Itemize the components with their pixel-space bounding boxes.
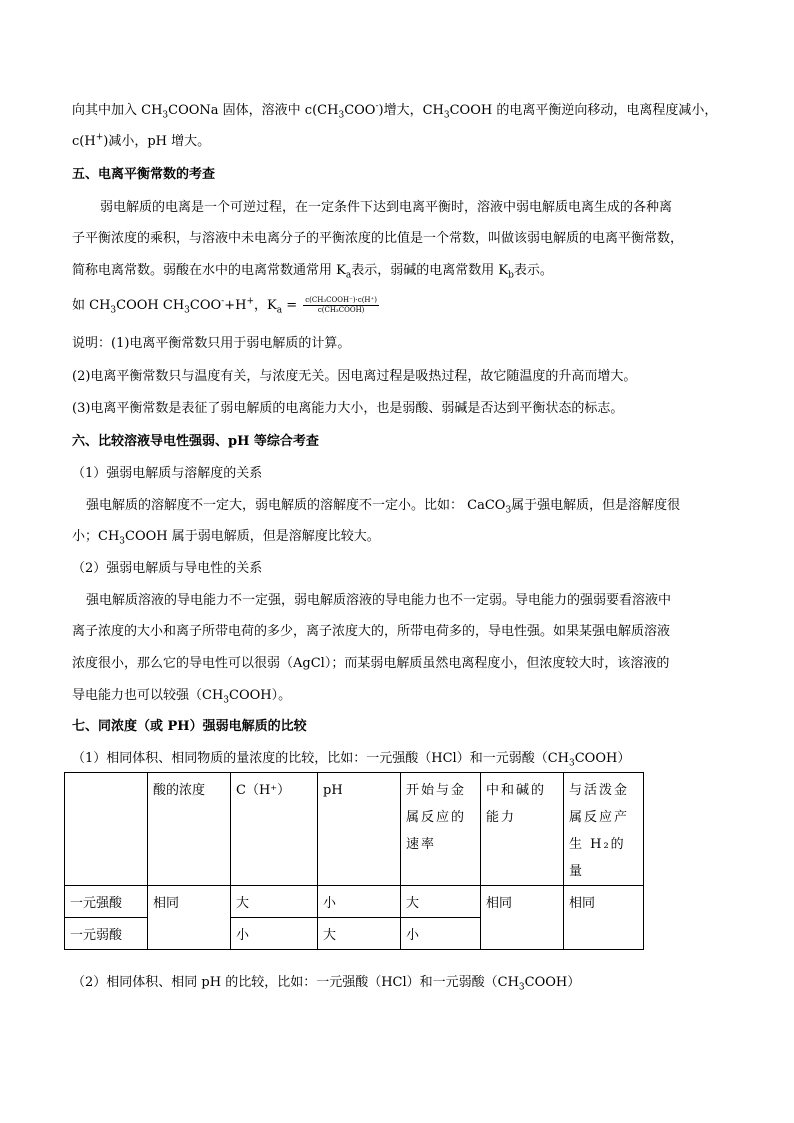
table-cell: 小 (401, 918, 481, 950)
table-header-cell: 酸的浓度 (148, 773, 231, 886)
table-header-cell: C（H⁺） (231, 773, 318, 886)
ionization-equation: 如 $CH_3COOH$ $CH_3COO^-+H^+$，$K_a$ = $\frac{\text{c(CH₃COOH⁻)·c(H⁺)}}{\text{c(CH₃COOH)}}$ (72, 296, 377, 316)
table-cell: 相同 (564, 886, 644, 950)
table-row (65, 886, 644, 918)
section5-paragraph-line-3: 简称电离常数。弱酸在水中的电离常数通常用 $K_a$表示，弱碱的电离常数用 $K_b$表示。 (72, 263, 553, 281)
table-header-cell: pH (318, 773, 401, 886)
table-header-cell (65, 773, 148, 886)
section6-sub2-line-3: 浓度很小，那么它的导电性可以很弱（AgCl）；而某弱电解质虽然电离程度小，但浓度较大时，该溶液的 (72, 656, 670, 671)
ka-fraction (303, 296, 379, 315)
table-cell: 大 (231, 886, 318, 918)
section6-heading: 六、比较溶液导电性强弱、pH 等综合考查 (72, 434, 319, 449)
ka-denominator: c(CH₃COOH) (317, 306, 365, 314)
section5-heading: 五、电离平衡常数的考查 (72, 167, 216, 182)
section6-subheading-2: （2）强弱电解质与导电性的关系 (72, 561, 263, 576)
table-cell: 小 (231, 918, 318, 950)
section7-subheading-1: （1）相同体积、相同物质的量浓度的比较，比如：一元强酸（HCl）和一元弱酸$(CH_3COOH)$ (72, 751, 631, 769)
table-header-row (65, 773, 644, 886)
table-cell: 大 (401, 886, 481, 918)
intro-line-2: c(H+)减小，pH 增大。 (72, 132, 211, 149)
section6-sub2-line-4: 导电能力也可以较强$(CH_3COOH)$。 (72, 688, 292, 706)
section5-paragraph-line-2: 子平衡浓度的乘积，与溶液中未电离分子的平衡浓度的比值是一个常数，叫做该弱电解质的电离平衡常数， (72, 231, 684, 246)
row-label-weak-acid: 一元弱酸 (65, 918, 148, 950)
table-cell: 大 (318, 918, 401, 950)
section7-heading: 七、同浓度（或 PH）强弱电解质的比较 (72, 719, 307, 734)
section7-subheading-2: （2）相同体积、相同 pH 的比较，比如：一元强酸（HCl）和一元弱酸$(CH_3COOH)$ (72, 975, 581, 993)
table-header-cell: 与活泼金属反应产生 H₂的量 (564, 773, 644, 886)
intro-line-1: 向其中加入 $CH_3COONa$ 固体，溶液中 $c(CH_3COO^-)$增大，$CH_3COOH$ 的电离平衡逆向移动，电离程度减小， (72, 101, 718, 121)
row-label-strong-acid: 一元强酸 (65, 886, 148, 918)
section6-sub2-line-1: 强电解质溶液的导电能力不一定强，弱电解质溶液的导电能力也不一定弱。导电能力的强弱要看溶液中 (86, 593, 672, 608)
section5-paragraph-line-1: 弱电解质的电离是一个可逆过程，在一定条件下达到电离平衡时，溶液中弱电解质电离生成的各种离 (100, 200, 673, 215)
section6-sub2-line-2: 离子浓度的大小和离子所带电荷的多少，离子浓度大的，所带电荷多的，导电性强。如果某强电解质溶液 (72, 624, 671, 639)
note-1: 说明：(1)电离平衡常数只用于弱电解质的计算。 (72, 336, 351, 351)
section6-sub1-line-1: 强电解质的溶解度不一定大，弱电解质的溶解度不一定小。比如： CaCO$_3$属于强电解质，但是溶解度很 (86, 498, 681, 516)
table-cell: 相同 (148, 886, 231, 950)
note-3: (3)电离平衡常数是表征了弱电解质的电离能力大小，也是弱酸、弱碱是否达到平衡状态的标志。 (72, 401, 624, 416)
table-cell: 小 (318, 886, 401, 918)
comparison-table (64, 772, 644, 950)
ka-numerator: c(CH₃COOH⁻)·c(H⁺) (305, 296, 377, 304)
section6-subheading-1: （1）强弱电解质与溶解度的关系 (72, 466, 263, 481)
table-header-cell: 中和碱的能力 (481, 773, 564, 886)
note-2: (2)电离平衡常数只与温度有关，与浓度无关。因电离过程是吸热过程，故它随温度的升高而增大。 (72, 369, 637, 384)
section6-sub1-line-2: 小；$CH_3COOH$ 属于弱电解质，但是溶解度比较大。 (72, 529, 380, 547)
table-cell: 相同 (481, 886, 564, 950)
table-header-cell: 开始与金属反应的速率 (401, 773, 481, 886)
